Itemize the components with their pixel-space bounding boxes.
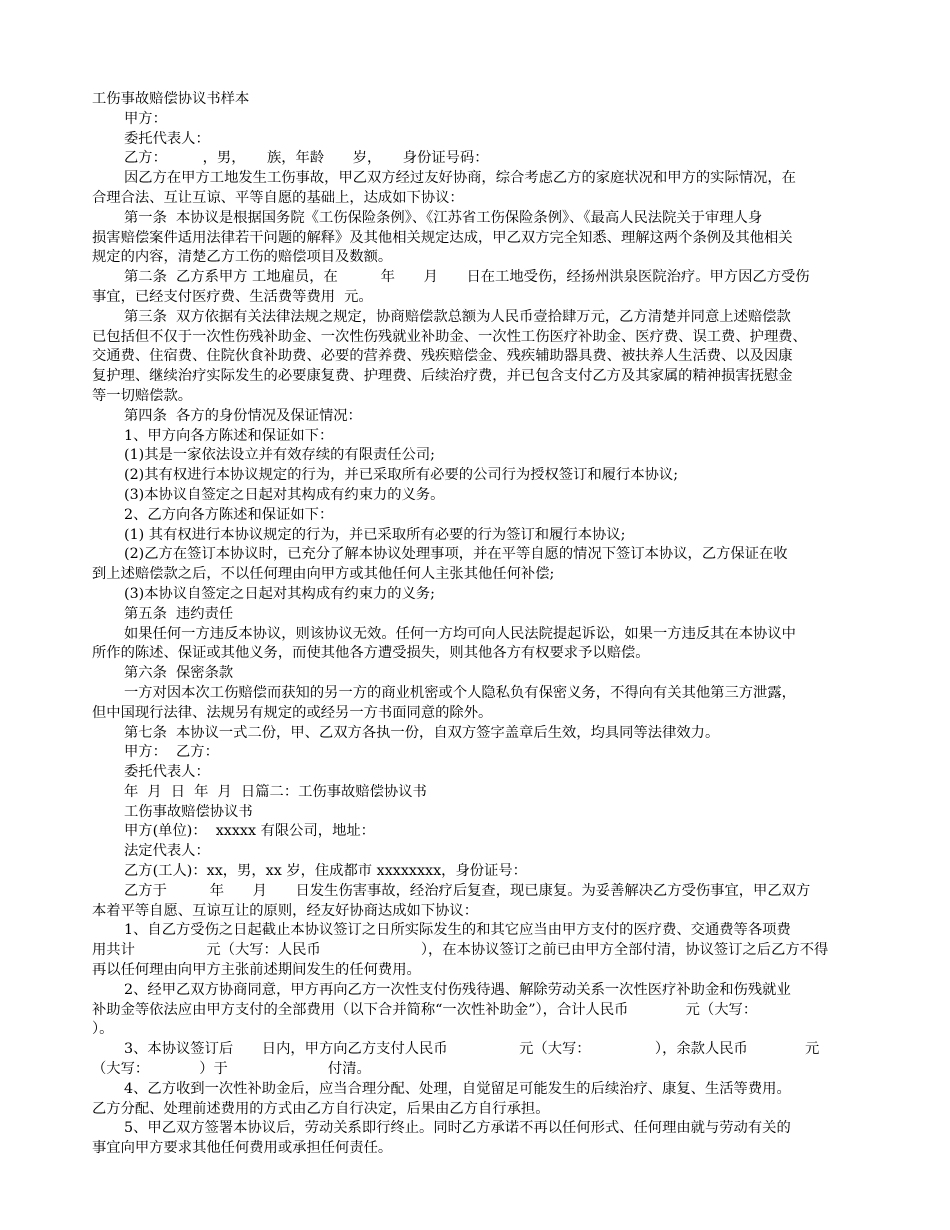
text-line: 第二条 乙方系甲方 工地雇员，在 年 月 日在工地受伤，经扬州洪泉医院治疗。甲方因乙方受伤 [124,269,810,286]
text-line: 合理合法、互让互谅、平等自愿的基础上，达成如下协议： [92,189,464,206]
text-line: 甲方： [124,110,167,127]
text-line: 损害赔偿案件适用法律若干问题的解释》及其他相关规定达成，甲乙双方完全知悉、理解这两个条例及其他相关 [92,229,793,246]
text-line: 委托代表人： [124,130,210,147]
text-line: 第五条 违约责任 [124,605,234,622]
text-line: 交通费、住宿费、住院伙食补助费、必要的营养费、残疾赔偿金、残疾辅助器具费、被扶养人生活费、以及因康 [92,348,793,365]
text-line: 第三条 双方依据有关法律法规之规定，协商赔偿款总额为人民币壹拾肆万元，乙方清楚并同意上述赔偿款 [124,308,791,325]
text-line: 到上述赔偿款之后，不以任何理由向甲方或其他任何人主张其他任何补偿; [92,566,555,583]
text-line: 5、甲乙双方签署本协议后，劳动关系即行终止。同时乙方承诺不再以任何形式、任何理由就与劳动有关的 [124,1120,791,1137]
text-line: (1)其是一家依法设立并有效存续的有限责任公司; [124,447,436,464]
text-line: 再以任何理由向甲方主张前述期间发生的任何费用。 [92,962,421,979]
text-line: 第四条 各方的身份情况及保证情况： [124,407,362,424]
text-line: 2、经甲乙双方协商同意，甲方再向乙方一次性支付伤残待遇、解除劳动关系一次性医疗补助金和伤残就业 [124,981,791,998]
text-line: 所作的陈述、保证或其他义务，而使其他各方遭受损失，则其他各方有权要求予以赔偿。 [92,645,650,662]
text-line: 甲方： 乙方： [124,744,219,761]
text-line: 年 月 日 年 月 日篇二：工伤事故赔偿协议书 [124,783,427,800]
text-line: 复护理、继续治疗实际发生的必要康复费、护理费、后续治疗费，并已包含支付乙方及其家属的精神损害抚慰金 [92,368,793,385]
text-line: 乙方： ，男， 族，年龄 岁， 身份证号码： [124,150,489,167]
text-line: ）。 [92,1021,114,1038]
text-line: 一方对因本次工伤赔偿而获知的另一方的商业机密或个人隐私负有保密义务，不得向有关其他第三方泄露， [124,684,796,701]
text-line: 乙方于 年 月 日发生伤害事故，经治疗后复查，现已康复。为妥善解决乙方受伤事宜，甲乙双方 [124,882,811,899]
text-line: 用共计 元（大写：人民币 ），在本协议签订之前已由甲方全部付清，协议签订之后乙方不得 [92,942,829,959]
text-line: 事宜向甲方要求其他任何费用或承担任何责任。 [92,1140,393,1157]
text-line: 第七条 本协议一式二份，甲、乙双方各执一份，自双方签字盖章后生效，均具同等法律效力。 [124,724,720,741]
text-line: （大写： ）于 付清。 [92,1061,371,1078]
text-line: 规定的内容，清楚乙方工伤的赔偿项目及数额。 [92,249,393,266]
text-line: (2)乙方在签订本协议时，已充分了解本协议处理事项，并在平等自愿的情况下签订本协议，乙方保证在收 [124,546,788,563]
document-body [92,90,862,1159]
text-line: 法定代表人： [124,843,210,860]
text-line: (3)本协议自签定之日起对其构成有约束力的义务。 [124,486,445,503]
text-line: 4、乙方收到一次性补助金后，应当合理分配、处理，自觉留足可能发生的后续治疗、康复、生活等费用。 [124,1080,791,1097]
text-line: 甲方(单位)： xxxxx 有限公司，地址： [124,823,375,840]
text-line: 已包括但不仅于一次性伤残补助金、一次性伤残就业补助金、一次性工伤医疗补助金、医疗费、误工费、护理费、 [92,328,807,345]
text-line: 补助金等依法应由甲方支付的全部费用（以下合并简称“一次性补助金”），合计人民币 元（大写： [92,1001,758,1018]
text-line: 乙方(工人)：xx，男，xx 岁，住成都市 xxxxxxxx，身份证号： [124,863,527,880]
text-line: 1、甲方向各方陈述和保证如下： [124,427,334,444]
text-line: 乙方分配、处理前述费用的方式由乙方自行决定，后果由乙方自行承担。 [92,1100,550,1117]
text-line: 因乙方在甲方工地发生工伤事故，甲乙双方经过友好协商，综合考虑乙方的家庭状况和甲方的实际情况，在 [124,170,796,187]
text-line: (2)其有权进行本协议规定的行为，并已采取所有必要的公司行为授权签订和履行本协议; [124,467,679,484]
text-line: 等一切赔偿款。 [92,387,193,404]
text-line: 但中国现行法律、法规另有规定的或经另一方书面同意的除外。 [92,704,493,721]
text-line: 第一条 本协议是根据国务院《工伤保险条例》、《江苏省工伤保险条例》、《最高人民法院关于审理人身 [124,209,763,226]
text-line: 第六条 保密条款 [124,665,234,682]
document-title: 工伤事故赔偿协议书样本 [92,91,250,107]
text-line: 1、自乙方受伤之日起截止本协议签订之日所实际发生的和其它应当由甲方支付的医疗费、交通费等各项费 [124,922,791,939]
text-line: 3、本协议签订后 日内，甲方向乙方支付人民币 元（大写： ），余款人民币 元 [124,1041,820,1058]
text-line: 委托代表人： [124,764,210,781]
text-line: 工伤事故赔偿协议书 [124,803,253,820]
text-line: (3)本协议自签定之日起对其构成有约束力的义务; [124,585,436,602]
text-line: 事宜，已经支付医疗费、生活费等费用 元。 [92,288,373,305]
text-line: 本着平等自愿、互谅互让的原则，经友好协商达成如下协议： [92,902,479,919]
text-line: 如果任何一方违反本协议，则该协议无效。任何一方均可向人民法院提起诉讼，如果一方违反其在本协议中 [124,625,796,642]
text-line: 2、乙方向各方陈述和保证如下： [124,506,334,523]
text-line: (1) 其有权进行本协议规定的行为，并已采取所有必要的行为签订和履行本协议; [124,526,626,543]
